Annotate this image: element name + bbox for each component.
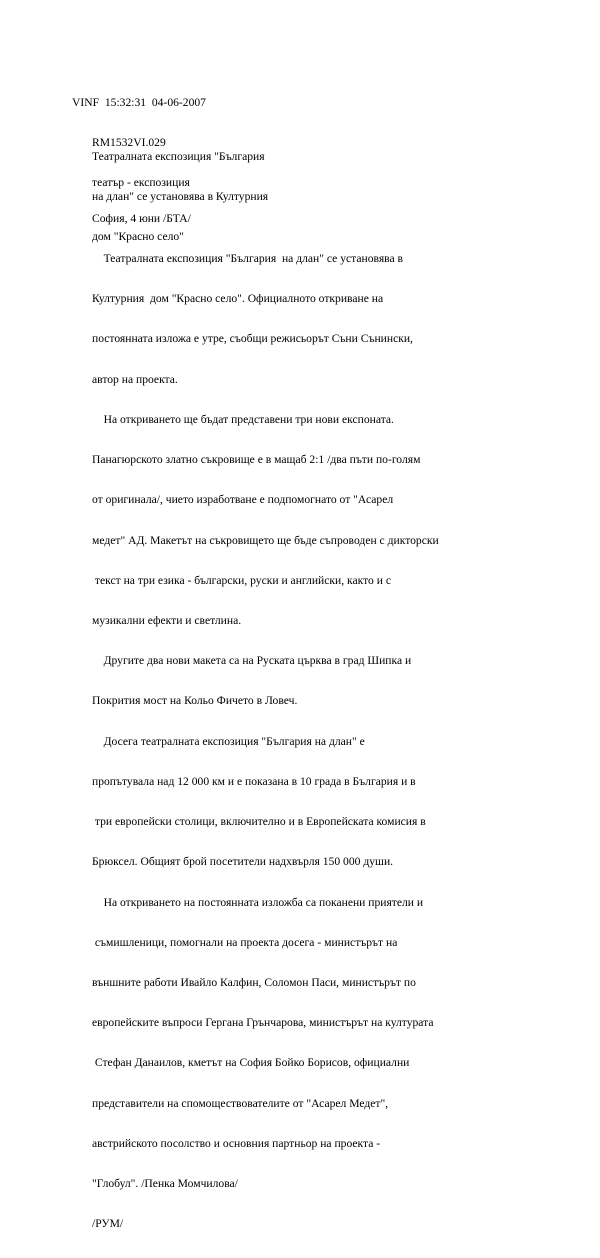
dateline: София, 4 юни /БТА/ [92,211,191,225]
body-line: австрийското посолство и основния партньор на проекта - [92,1136,381,1150]
body-line: Панагюрското златно съкровище е в мащаб 2:1 /два пъти по-голям [92,453,421,467]
body-line: текст на три езика - български, руски и английски, както и с [92,573,391,587]
body-line: Културния дом "Красно село". Официалното откриване на [92,292,384,306]
body-line: от оригинала/, чието изработване е подпомогнато от "Асарел [92,493,394,507]
sign-off: /РУМ/ [92,1217,124,1231]
byline: "Глобул". /Пенка Момчилова/ [92,1177,238,1191]
body-line: европейските въпроси Гергана Грънчарова, министърът на културата [92,1016,434,1030]
body-line: На откриването ще бъдат представени три нови експоната. [92,412,394,426]
body-line: представители на спомоществователите от "Асарел Медет", [92,1096,389,1110]
body-line: Брюксел. Общият брой посетители надхвърля 150 000 души. [92,855,394,869]
article-body [92,185,439,1258]
body-line: съмишленици, помогнали на проекта досега - министърът на [92,935,398,949]
body-line: външните работи Ивайло Калфин, Соломон Паси, министърът по [92,975,416,989]
body-line: На откриването на постоянната изложба са поканени приятели и [92,895,424,909]
body-line: Театралната експозиция "България на длан" се установява в [92,252,404,266]
body-line: постоянната изложа е утре, съобщи режисьорът Съни Сънински, [92,332,413,346]
headline-line: на длан" се установява в Културния [92,190,269,204]
header-timestamp-line: VINF 15:32:31 04-06-2007 [72,95,206,109]
body-line: медет" АД. Макетът на съкровището ще бъде съпроводен с дикторски [92,533,439,547]
body-line: Стефан Данаилов, кметът на София Бойко Борисов, официални [92,1056,410,1070]
header-story-id: RM1532VI.029 [92,136,166,150]
body-line: Досега театралната експозиция "България на длан" е [92,734,365,748]
headline-line: дом "Красно село" [92,230,184,244]
body-line: автор на проекта. [92,372,178,386]
body-line: Другите два нови макета са на Руската църква в град Шипка и [92,654,412,668]
body-line: три европейски столици, включително и в Европейската комисия в [92,815,426,829]
body-line: музикални ефекти и светлина. [92,614,242,627]
body-line: пропътувала над 12 000 км и е показана в 10 града в България и в [92,774,416,788]
body-line: Покрития мост на Кольо Фичето в Ловеч. [92,694,298,708]
headline-line: Театралната експозиция "България [92,149,265,163]
header-topic: театър - експозиция [92,176,190,190]
